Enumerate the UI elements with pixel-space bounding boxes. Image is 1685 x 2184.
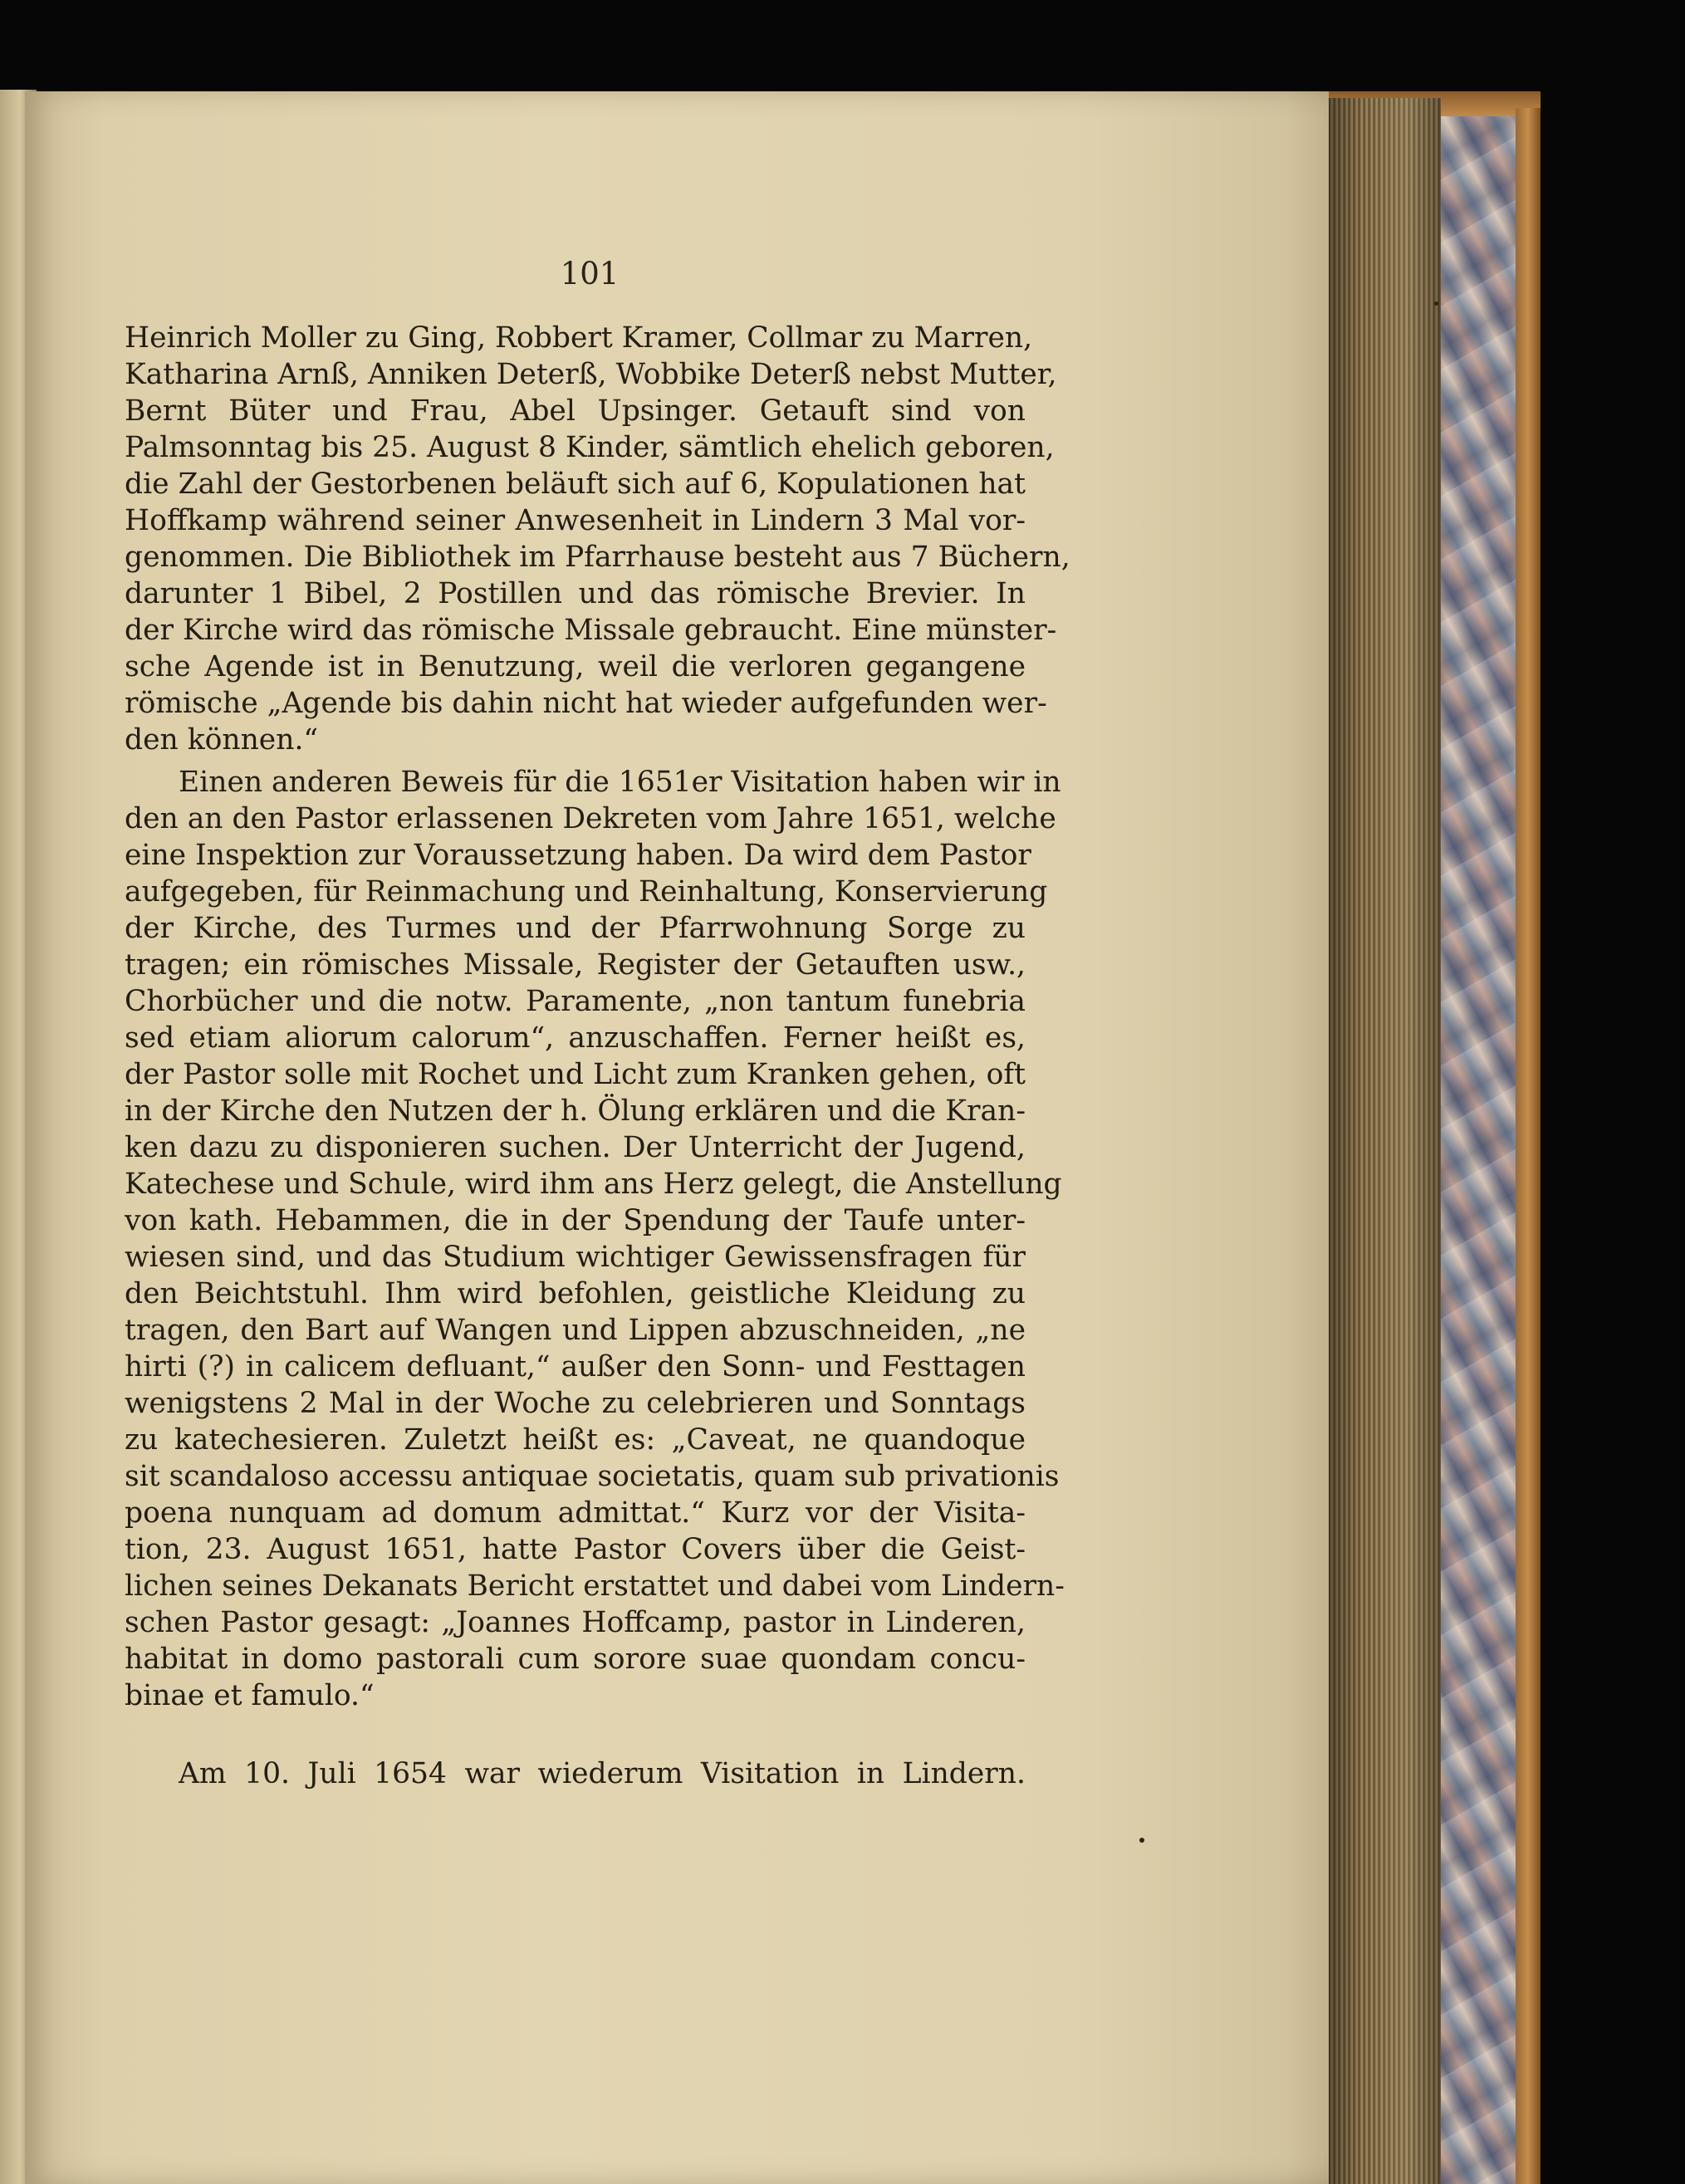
text-line: poena nunquam ad domum admittat.“ Kurz vor der Visita- <box>125 1496 1026 1530</box>
text-line: den Beichtstuhl. Ihm wird befohlen, geistliche Kleidung zu <box>125 1277 1026 1310</box>
text-line: Palmsonntag bis 25. August 8 Kinder, sämtlich ehelich geboren, <box>125 431 1055 464</box>
text-line: Am 10. Juli 1654 war wiederum Visitation in Lindern. <box>179 1757 1026 1790</box>
right-book-cover <box>1516 108 1541 2184</box>
text-line: den können.“ <box>125 723 319 757</box>
text-line: sit scandaloso accessu antiquae societatis, quam sub privationis <box>125 1460 1060 1493</box>
text-line: darunter 1 Bibel, 2 Postillen und das römische Brevier. In <box>125 577 1026 610</box>
text-line: aufgegeben, für Reinmachung und Reinhaltung, Konservierung <box>125 875 1048 908</box>
text-line: genommen. Die Bibliothek im Pfarrhause besteht aus 7 Büchern, <box>125 541 1070 574</box>
text-line: sed etiam aliorum calorum“, anzuschaffen. Ferner heißt es, <box>125 1021 1026 1055</box>
text-line: Katharina Arnß, Anniken Deterß, Wobbike Deterß nebst Mutter, <box>125 358 1057 391</box>
text-line: sche Agende ist in Benutzung, weil die verloren gegangene <box>125 650 1026 683</box>
text-line: den an den Pastor erlassenen Dekreten vom Jahre 1651, welche <box>125 802 1056 835</box>
marbled-pattern <box>1441 116 1516 2184</box>
text-line: tion, 23. August 1651, hatte Pastor Covers über die Geist- <box>125 1533 1026 1566</box>
text-line: eine Inspektion zur Voraussetzung haben. Da wird dem Pastor <box>125 839 1031 872</box>
text-line: in der Kirche den Nutzen der h. Ölung erklären und die Kran- <box>125 1094 1026 1128</box>
text-line: zu katechesieren. Zuletzt heißt es: „Caveat, ne quandoque <box>125 1423 1026 1457</box>
text-line: Heinrich Moller zu Ging, Robbert Kramer, Collmar zu Marren, <box>125 321 1033 355</box>
text-line: Katechese und Schule, wird ihm ans Herz gelegt, die Anstellung <box>125 1168 1062 1201</box>
text-line: hirti (?) in calicem defluant,“ außer den Sonn- und Festtagen <box>125 1350 1026 1383</box>
text-line: der Kirche wird das römische Missale gebraucht. Eine münster- <box>125 614 1057 647</box>
page-number: 101 <box>560 256 620 291</box>
text-line: ken dazu zu disponieren suchen. Der Unterricht der Jugend, <box>125 1131 1026 1164</box>
text-line: der Kirche, des Turmes und der Pfarrwohnung Sorge zu <box>125 912 1026 945</box>
text-line: binae et famulo.“ <box>125 1679 375 1712</box>
text-line: Chorbücher und die notw. Paramente, „non tantum funebria <box>125 985 1026 1018</box>
paper-speck <box>1434 301 1438 306</box>
paper-speck <box>1139 1838 1144 1843</box>
text-line: wiesen sind, und das Studium wichtiger Gewissensfragen für <box>125 1241 1026 1274</box>
text-line: Hoffkamp während seiner Anwesenheit in Lindern 3 Mal vor- <box>125 504 1026 537</box>
text-line: tragen; ein römisches Missale, Register der Getauften usw., <box>125 948 1026 982</box>
text-line: römische „Agende bis dahin nicht hat wieder aufgefunden wer- <box>125 687 1047 720</box>
fore-edge-shading <box>1329 98 1441 2184</box>
text-line: habitat in domo pastorali cum sorore suae quondam concu- <box>125 1643 1026 1676</box>
text-line: lichen seines Dekanats Bericht erstattet und dabei vom Lindern- <box>125 1569 1065 1603</box>
text-line: von kath. Hebammen, die in der Spendung der Taufe unter- <box>125 1204 1026 1237</box>
text-line: Bernt Büter und Frau, Abel Upsinger. Getauft sind von <box>125 394 1026 428</box>
text-line: wenigstens 2 Mal in der Woche zu celebrieren und Sonntags <box>125 1387 1026 1420</box>
text-line: der Pastor solle mit Rochet und Licht zum Kranken gehen, oft <box>125 1058 1026 1091</box>
text-line: schen Pastor gesagt: „Joannes Hoffcamp, pastor in Linderen, <box>125 1606 1026 1639</box>
text-line: tragen, den Bart auf Wangen und Lippen abzuschneiden, „ne <box>125 1314 1026 1347</box>
text-line: die Zahl der Gestorbenen beläuft sich auf 6, Kopulationen hat <box>125 468 1026 501</box>
text-line: Einen anderen Beweis für die 1651er Visitation haben wir in <box>179 766 1061 799</box>
